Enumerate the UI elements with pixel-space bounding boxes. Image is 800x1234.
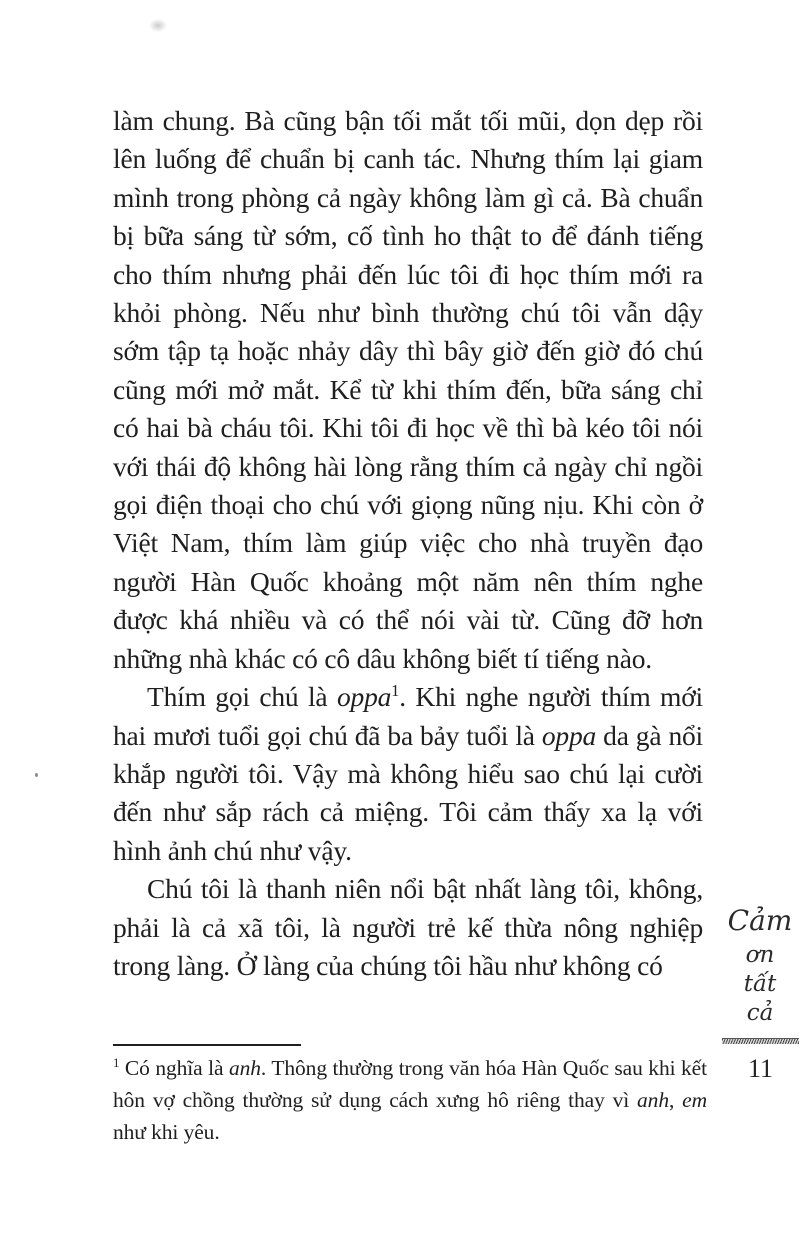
body-text	[113, 102, 703, 985]
footnote-divider	[113, 1044, 301, 1046]
scan-speck	[35, 773, 38, 777]
margin-book-title	[720, 901, 800, 1028]
margin-title-word: tất	[743, 971, 777, 997]
margin-title-word: ơn	[745, 942, 775, 968]
paragraph: Chú tôi là thanh niên nổi bật nhất làng tôi, không, phải là cả xã tôi, là người trẻ kế thừa nông nghiệp trong làng. Ở làng của chúng tôi hầu như không có	[113, 873, 703, 981]
scan-smudge	[149, 19, 167, 32]
margin-rule	[722, 1038, 799, 1044]
footnote: $^1$ Có nghĩa là anh. Thông thường trong văn hóa Hàn Quốc sau khi kết hôn vợ chồng thường sử dụng cách xưng hô riêng thay vì anh, em như khi yêu.	[113, 1055, 707, 1144]
margin-title-word: cả	[746, 1000, 774, 1026]
paragraph: Thím gọi chú là oppa$^1$. Khi nghe người thím mới hai mươi tuổi gọi chú đã ba bảy tuổi là oppa da gà nổi khắp người tôi. Vậy mà không hiểu sao chú lại cười đến như sắp rách cả miệng. Tôi cảm thấy xa lạ với hình ảnh chú như vậy.	[113, 680, 703, 866]
paragraph-continued: làm chung. Bà cũng bận tối mắt tối mũi, dọn dẹp rồi lên luống để chuẩn bị canh tác. Nhưng thím lại giam mình trong phòng cả ngày không làm gì cả. Bà chuẩn bị bữa sáng từ sớm, cố tình ho thật to để đánh tiếng cho thím nhưng phải đến lúc tôi đi học thím mới ra khỏi phòng. Nếu như bình thường chú tôi vẫn dậy sớm tập tạ hoặc nhảy dây thì bây giờ đến giờ đó chú cũng mới mở mắt. Kể từ khi thím đến, bữa sáng chỉ có hai bà cháu tôi. Khi tôi đi học về thì bà kéo tôi nói với thái độ không hài lòng rằng thím cả ngày chỉ ngồi gọi điện thoại cho chú với giọng nũng nịu. Khi còn ở Việt Nam, thím làm giúp việc cho nhà truyền đạo người Hàn Quốc khoảng một năm nên thím nghe được khá nhiều và có thể nói vài từ. Cũng đỡ hơn những nhà khác có cô dâu không biết tí tiếng nào.	[113, 105, 703, 674]
margin-title-word: Cảm	[727, 904, 793, 937]
page-number: 11	[747, 1054, 774, 1083]
